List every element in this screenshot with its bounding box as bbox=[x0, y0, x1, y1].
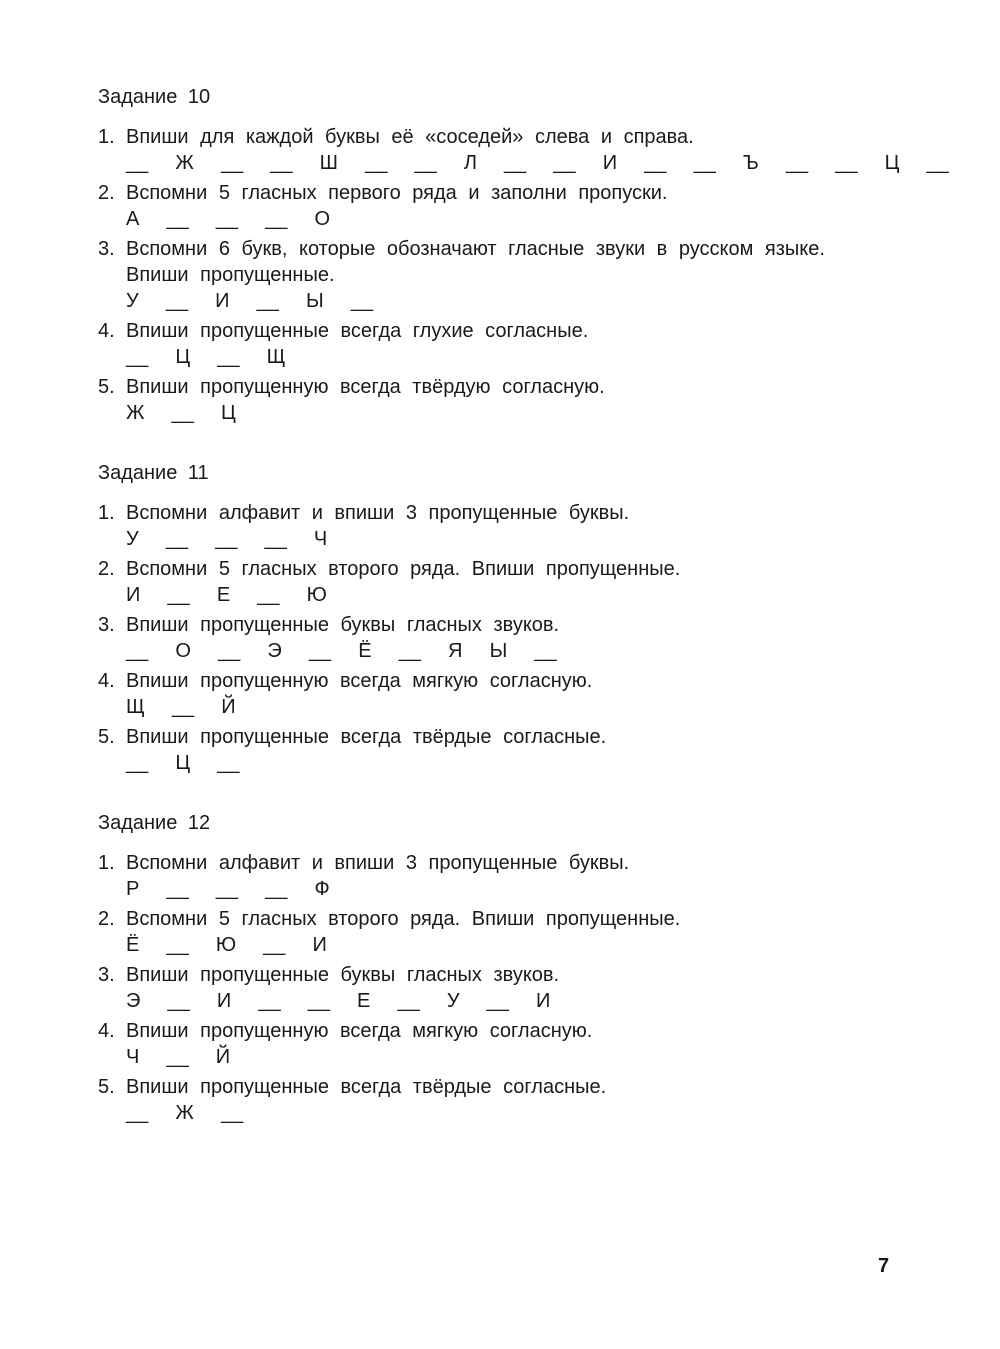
task-item bbox=[98, 556, 918, 608]
section-heading: Задание 10 bbox=[98, 86, 211, 108]
task-text: Впиши пропущенные всегда глухие согласные. bbox=[126, 320, 589, 342]
task-text: Впиши пропущенную всегда твёрдую согласную. bbox=[126, 376, 605, 398]
answer-line: __ О __ Э __ Ё __ Я Ы __ bbox=[126, 640, 557, 662]
task-item bbox=[98, 236, 918, 314]
task-number: 3. bbox=[98, 238, 115, 260]
task-item bbox=[98, 1018, 918, 1070]
answer-line: Щ __ Й bbox=[126, 696, 236, 718]
answer-line: И __ Е __ Ю bbox=[126, 584, 327, 606]
answer-line: Ё __ Ю __ И bbox=[126, 934, 327, 956]
task-item bbox=[98, 318, 918, 370]
task-item bbox=[98, 124, 949, 176]
task-number: 5. bbox=[98, 376, 115, 398]
answer-line: __ Ц __ bbox=[126, 752, 240, 774]
task-text: Впиши для каждой буквы её «соседей» слева и справа. bbox=[126, 126, 694, 148]
task-number: 4. bbox=[98, 320, 115, 342]
task-item bbox=[98, 180, 918, 232]
task-item bbox=[98, 612, 918, 664]
task-number: 4. bbox=[98, 1020, 115, 1042]
answer-line: У __ И __ Ы __ bbox=[126, 290, 374, 312]
task-number: 4. bbox=[98, 670, 115, 692]
task-number: 3. bbox=[98, 964, 115, 986]
task-number: 1. bbox=[98, 502, 115, 524]
task-text: Впиши пропущенные всегда твёрдые согласные. bbox=[126, 726, 607, 748]
answer-line: __ Ж __ bbox=[126, 1102, 244, 1124]
task-text: Впиши пропущенную всегда мягкую согласную. bbox=[126, 1020, 593, 1042]
answer-line: __ Ц __ Щ bbox=[126, 346, 286, 368]
task-number: 1. bbox=[98, 852, 115, 874]
task-text: Впиши пропущенную всегда мягкую согласную. bbox=[126, 670, 593, 692]
answer-line: Э __ И __ __ Е __ У __ И bbox=[126, 990, 551, 1012]
task-text: Вспомни 5 гласных второго ряда. Впиши пропущенные. bbox=[126, 908, 681, 930]
answer-line: __ Ж __ __ Ш __ __ Л __ __ И __ __ Ъ __ __ Ц __ bbox=[126, 152, 949, 174]
answer-line: Ч __ Й bbox=[126, 1046, 231, 1068]
task-text: Вспомни 5 гласных второго ряда. Впиши пропущенные. bbox=[126, 558, 681, 580]
task-section-12 bbox=[98, 810, 918, 1126]
section-heading: Задание 12 bbox=[98, 812, 211, 834]
task-item bbox=[98, 1074, 918, 1126]
task-item bbox=[98, 668, 918, 720]
task-item bbox=[98, 906, 918, 958]
task-number: 5. bbox=[98, 1076, 115, 1098]
answer-line: У __ __ __ Ч bbox=[126, 528, 328, 550]
task-number: 2. bbox=[98, 558, 115, 580]
task-item bbox=[98, 500, 918, 552]
task-text-continued: Впиши пропущенные. bbox=[126, 264, 335, 286]
task-text: Вспомни алфавит и впиши 3 пропущенные буквы. bbox=[126, 502, 630, 524]
task-text: Вспомни 5 гласных первого ряда и заполни пропуски. bbox=[126, 182, 668, 204]
task-section-10 bbox=[98, 84, 949, 426]
task-section-11 bbox=[98, 460, 918, 776]
section-heading: Задание 11 bbox=[98, 462, 209, 484]
task-number: 2. bbox=[98, 908, 115, 930]
task-item bbox=[98, 962, 918, 1014]
task-text: Впиши пропущенные буквы гласных звуков. bbox=[126, 964, 560, 986]
worksheet-page bbox=[98, 84, 949, 1130]
task-text: Впиши пропущенные буквы гласных звуков. bbox=[126, 614, 560, 636]
task-number: 5. bbox=[98, 726, 115, 748]
page-number: 7 bbox=[878, 1255, 890, 1277]
answer-line: А __ __ __ О bbox=[126, 208, 331, 230]
task-text: Вспомни 6 букв, которые обозначают гласные звуки в русском языке. bbox=[126, 238, 825, 260]
task-number: 2. bbox=[98, 182, 115, 204]
task-text: Вспомни алфавит и впиши 3 пропущенные буквы. bbox=[126, 852, 630, 874]
answer-line: Р __ __ __ Ф bbox=[126, 878, 330, 900]
answer-line: Ж __ Ц bbox=[126, 402, 236, 424]
task-item bbox=[98, 374, 918, 426]
task-item bbox=[98, 850, 918, 902]
task-text: Впиши пропущенные всегда твёрдые согласные. bbox=[126, 1076, 607, 1098]
task-item bbox=[98, 724, 918, 776]
task-number: 1. bbox=[98, 126, 115, 148]
task-number: 3. bbox=[98, 614, 115, 636]
